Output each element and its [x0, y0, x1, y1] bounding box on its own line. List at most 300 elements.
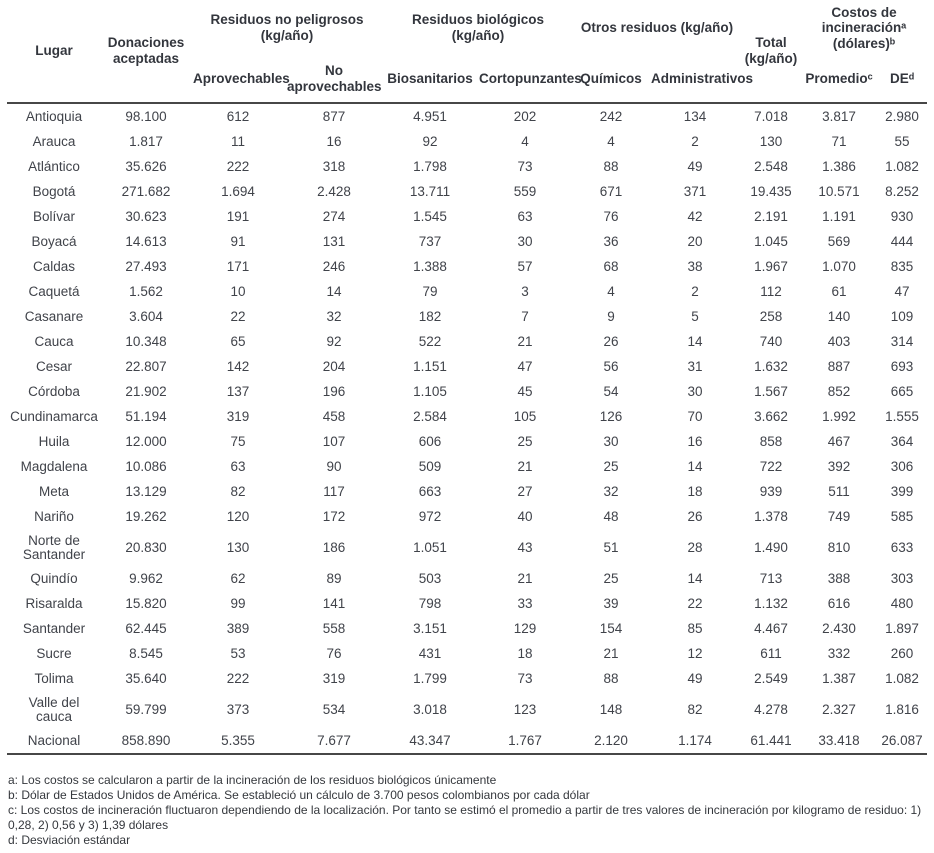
- cell-value: 54: [603, 384, 619, 399]
- cell-value: 585: [890, 509, 914, 524]
- cell-value: 858: [759, 434, 783, 449]
- table-body: [7, 103, 927, 754]
- cell-value: 1.799: [413, 671, 447, 686]
- table-header: [7, 0, 927, 103]
- cell-value: 1.082: [885, 159, 919, 174]
- table-row: [7, 666, 927, 691]
- cell-value: 1.191: [822, 209, 856, 224]
- cell-value: 32: [603, 484, 619, 499]
- cell-value: 671: [599, 184, 623, 199]
- cell-value: 90: [326, 459, 342, 474]
- cell-value: 1.174: [678, 733, 712, 748]
- cell-value: 73: [517, 159, 533, 174]
- cell-value: 154: [599, 621, 623, 636]
- cell-value: 2.430: [822, 621, 856, 636]
- cell-value: 9: [607, 309, 615, 324]
- footnote-c: c: Los costos de incineración fluctuaron dependiendo de la localización. Por tanto se estimó el promedio a partir de tres valores de incineración por kilogramo de residuo: 1) 0,28, 2) 0,56 y 3) 1,39 dólares: [8, 803, 922, 832]
- cell-value: 522: [418, 334, 442, 349]
- cell-value: 271.682: [121, 184, 171, 199]
- cell-value: 1.388: [413, 259, 447, 274]
- cell-value: 43: [517, 540, 533, 555]
- cell-value: 14: [687, 459, 703, 474]
- cell-value: 4.467: [754, 621, 788, 636]
- col-header-de: DEᵈ: [890, 71, 915, 87]
- cell-value: 1.105: [413, 384, 447, 399]
- col-header-donaciones-aceptadas: Donaciones aceptadas: [107, 35, 185, 66]
- cell-value: 14: [687, 334, 703, 349]
- cell-value: 2.548: [754, 159, 788, 174]
- cell-value: 55: [894, 134, 910, 149]
- cell-value: 25: [603, 571, 619, 586]
- cell-value: 5: [691, 309, 699, 324]
- cell-value: 30: [603, 434, 619, 449]
- cell-value: 79: [422, 284, 438, 299]
- cell-lugar: Cauca: [34, 334, 74, 349]
- cell-value: 107: [322, 434, 346, 449]
- cell-value: 509: [418, 459, 442, 474]
- table-row: [7, 179, 927, 204]
- cell-value: 403: [827, 334, 851, 349]
- cell-value: 1.386: [822, 159, 856, 174]
- cell-value: 887: [827, 359, 851, 374]
- cell-value: 16: [687, 434, 703, 449]
- cell-value: 130: [226, 540, 250, 555]
- cell-value: 14: [326, 284, 342, 299]
- cell-value: 26.087: [881, 733, 923, 748]
- cell-lugar: Santander: [22, 621, 86, 636]
- cell-value: 810: [827, 540, 851, 555]
- table-row: [7, 379, 927, 404]
- cell-value: 1.694: [221, 184, 255, 199]
- cell-value: 21: [517, 459, 533, 474]
- cell-value: 172: [322, 509, 346, 524]
- cell-value: 82: [687, 702, 703, 717]
- cell-value: 13.711: [409, 184, 451, 199]
- cell-value: 71: [831, 134, 847, 149]
- cell-value: 27: [517, 484, 533, 499]
- cell-value: 665: [890, 384, 914, 399]
- cell-value: 1.816: [885, 702, 919, 717]
- cell-value: 8.252: [885, 184, 919, 199]
- cell-value: 42: [687, 209, 703, 224]
- cell-lugar: Caquetá: [28, 284, 80, 299]
- cell-value: 30.623: [125, 209, 167, 224]
- cell-value: 4: [521, 134, 529, 149]
- cell-lugar: Quindío: [30, 571, 78, 586]
- cell-value: 21: [517, 334, 533, 349]
- cell-value: 10.571: [818, 184, 860, 199]
- cell-value: 126: [599, 409, 623, 424]
- cell-value: 186: [322, 540, 346, 555]
- cell-value: 76: [326, 646, 342, 661]
- cell-value: 467: [827, 434, 851, 449]
- table-row: [7, 529, 927, 566]
- cell-value: 4.278: [754, 702, 788, 717]
- cell-lugar: Valle del cauca: [28, 695, 80, 724]
- cell-value: 1.378: [754, 509, 788, 524]
- cell-lugar: Nariño: [34, 509, 74, 524]
- cell-lugar: Antioquia: [25, 109, 83, 124]
- cell-value: 7.018: [754, 109, 788, 124]
- cell-value: 877: [322, 109, 346, 124]
- table-row: [7, 229, 927, 254]
- col-group-otros-residuos: Otros residuos (kg/año): [580, 20, 734, 36]
- cell-value: 49: [687, 671, 703, 686]
- cell-value: 371: [683, 184, 707, 199]
- cell-value: 21: [517, 571, 533, 586]
- cell-value: 82: [230, 484, 246, 499]
- cell-value: 7.677: [317, 733, 351, 748]
- cell-value: 1.387: [822, 671, 856, 686]
- col-header-promedio: Promedioᶜ: [805, 71, 873, 87]
- table-row: [7, 454, 927, 479]
- cell-value: 92: [326, 334, 342, 349]
- cell-value: 53: [230, 646, 246, 661]
- cell-value: 693: [890, 359, 914, 374]
- cell-value: 16: [326, 134, 342, 149]
- cell-lugar: Arauca: [32, 134, 76, 149]
- col-header-total: Total (kg/año): [744, 35, 798, 66]
- cell-value: 10.348: [125, 334, 167, 349]
- cell-value: 57: [517, 259, 533, 274]
- cell-value: 182: [418, 309, 442, 324]
- cell-value: 48: [603, 509, 619, 524]
- cell-value: 1.897: [885, 621, 919, 636]
- cell-value: 2.191: [754, 209, 788, 224]
- cell-value: 91: [230, 234, 246, 249]
- table-row: [7, 566, 927, 591]
- cell-value: 2.980: [885, 109, 919, 124]
- table-row: [7, 204, 927, 229]
- cell-value: 663: [418, 484, 442, 499]
- cell-value: 222: [226, 159, 250, 174]
- cell-value: 137: [226, 384, 250, 399]
- cell-value: 59.799: [125, 702, 167, 717]
- cell-value: 25: [517, 434, 533, 449]
- cell-value: 18: [687, 484, 703, 499]
- cell-value: 26: [603, 334, 619, 349]
- cell-value: 45: [517, 384, 533, 399]
- cell-value: 68: [603, 259, 619, 274]
- cell-value: 737: [418, 234, 442, 249]
- cell-value: 21: [603, 646, 619, 661]
- cell-value: 303: [890, 571, 914, 586]
- cell-value: 40: [517, 509, 533, 524]
- cell-value: 26: [687, 509, 703, 524]
- cell-value: 62.445: [125, 621, 167, 636]
- cell-value: 9.962: [129, 571, 163, 586]
- cell-value: 99: [230, 596, 246, 611]
- cell-value: 70: [687, 409, 703, 424]
- cell-lugar: Huila: [38, 434, 70, 449]
- cell-value: 258: [759, 309, 783, 324]
- cell-value: 12: [687, 646, 703, 661]
- cell-value: 123: [513, 702, 537, 717]
- cell-value: 63: [517, 209, 533, 224]
- cell-value: 1.070: [822, 259, 856, 274]
- cell-value: 8.545: [129, 646, 163, 661]
- cell-value: 20.830: [125, 540, 167, 555]
- cell-value: 3.662: [754, 409, 788, 424]
- table-row: [7, 728, 927, 754]
- cell-lugar: Bolívar: [32, 209, 76, 224]
- cell-value: 105: [513, 409, 537, 424]
- cell-value: 388: [827, 571, 851, 586]
- cell-value: 47: [894, 284, 910, 299]
- header-group-row: [7, 0, 927, 56]
- cell-value: 3.604: [129, 309, 163, 324]
- cell-value: 373: [226, 702, 250, 717]
- table-row: [7, 479, 927, 504]
- cell-value: 33: [517, 596, 533, 611]
- cell-value: 30: [687, 384, 703, 399]
- cell-value: 318: [322, 159, 346, 174]
- cell-value: 4: [607, 284, 615, 299]
- col-group-residuos-no-peligrosos: Residuos no peligrosos (kg/año): [210, 12, 364, 43]
- cell-value: 2.428: [317, 184, 351, 199]
- cell-value: 47: [517, 359, 533, 374]
- cell-value: 242: [599, 109, 623, 124]
- cell-value: 1.767: [508, 733, 542, 748]
- cell-value: 2.120: [594, 733, 628, 748]
- cell-value: 480: [890, 596, 914, 611]
- table-row: [7, 641, 927, 666]
- col-group-residuos-biologicos: Residuos biológicos (kg/año): [412, 12, 545, 43]
- cell-value: 612: [226, 109, 250, 124]
- cell-value: 1.051: [413, 540, 447, 555]
- cell-value: 3.151: [413, 621, 447, 636]
- cell-lugar: Atlántico: [28, 159, 80, 174]
- cell-value: 7: [521, 309, 529, 324]
- cell-value: 939: [759, 484, 783, 499]
- cell-value: 5.355: [221, 733, 255, 748]
- col-header-cortopunzantes: Cortopunzantes: [479, 71, 582, 87]
- cell-value: 332: [827, 646, 851, 661]
- cell-value: 389: [226, 621, 250, 636]
- cell-value: 314: [890, 334, 914, 349]
- cell-value: 92: [422, 134, 438, 149]
- cell-value: 972: [418, 509, 442, 524]
- cell-value: 4.951: [413, 109, 447, 124]
- cell-value: 3.817: [822, 109, 856, 124]
- cell-value: 503: [418, 571, 442, 586]
- cell-value: 1.817: [129, 134, 163, 149]
- cell-value: 140: [827, 309, 851, 324]
- cell-value: 61: [831, 284, 847, 299]
- cell-value: 202: [513, 109, 537, 124]
- col-header-aprovechables: Aprovechables: [193, 71, 290, 87]
- table-row: [7, 103, 927, 129]
- cell-value: 73: [517, 671, 533, 686]
- cell-value: 141: [322, 596, 346, 611]
- cell-value: 65: [230, 334, 246, 349]
- cell-lugar: Meta: [38, 484, 69, 499]
- cell-value: 1.798: [413, 159, 447, 174]
- cell-value: 61.441: [750, 733, 792, 748]
- cell-value: 12.000: [125, 434, 167, 449]
- cell-value: 2.549: [754, 671, 788, 686]
- cell-value: 109: [890, 309, 914, 324]
- table-row: [7, 504, 927, 529]
- cell-value: 56: [603, 359, 619, 374]
- table-row: [7, 354, 927, 379]
- cell-value: 21.902: [125, 384, 167, 399]
- cell-value: 134: [683, 109, 707, 124]
- cell-value: 19.435: [750, 184, 792, 199]
- cell-value: 246: [322, 259, 346, 274]
- cell-value: 11: [230, 134, 245, 149]
- cell-value: 22: [230, 309, 246, 324]
- footnote-b: b: Dólar de Estados Unidos de América. Se estableció un cálculo de 3.700 pesos colombianos por cada dólar: [8, 788, 590, 802]
- cell-value: 20: [687, 234, 703, 249]
- cell-value: 88: [603, 159, 619, 174]
- cell-value: 306: [890, 459, 914, 474]
- cell-value: 28: [687, 540, 703, 555]
- table-row: [7, 429, 927, 454]
- cell-value: 35.640: [125, 671, 167, 686]
- col-group-costos-incineracion: Costos de incineraciónᵃ (dólares)ᵇ: [821, 4, 907, 51]
- cell-value: 2.584: [413, 409, 447, 424]
- cell-value: 18: [517, 646, 533, 661]
- cell-value: 1.555: [885, 409, 919, 424]
- cell-value: 88: [603, 671, 619, 686]
- cell-value: 191: [226, 209, 250, 224]
- cell-value: 2: [691, 284, 699, 299]
- cell-value: 204: [322, 359, 346, 374]
- cell-value: 1.045: [754, 234, 788, 249]
- cell-lugar: Cundinamarca: [10, 409, 98, 424]
- cell-value: 75: [230, 434, 246, 449]
- cell-value: 858.890: [121, 733, 171, 748]
- cell-value: 49: [687, 159, 703, 174]
- table-row: [7, 279, 927, 304]
- cell-value: 835: [890, 259, 914, 274]
- table-row: [7, 591, 927, 616]
- cell-value: 112: [760, 284, 782, 299]
- footnote-a: a: Los costos se calcularon a partir de la incineración de los residuos biológicos únicamente: [8, 773, 497, 787]
- cell-lugar: Norte de Santander: [22, 533, 86, 562]
- cell-value: 616: [827, 596, 851, 611]
- cell-value: 534: [322, 702, 346, 717]
- table-row: [7, 691, 927, 728]
- cell-lugar: Magdalena: [20, 459, 88, 474]
- cell-value: 222: [226, 671, 250, 686]
- cell-value: 392: [827, 459, 851, 474]
- cell-value: 1.082: [885, 671, 919, 686]
- cell-value: 85: [687, 621, 703, 636]
- cell-value: 1.567: [754, 384, 788, 399]
- cell-lugar: Córdoba: [28, 384, 80, 399]
- cell-value: 33.418: [818, 733, 860, 748]
- cell-value: 633: [890, 540, 914, 555]
- cell-value: 13.129: [125, 484, 167, 499]
- cell-value: 444: [890, 234, 914, 249]
- cell-value: 511: [828, 484, 850, 499]
- cell-value: 1.967: [754, 259, 788, 274]
- cell-lugar: Tolima: [34, 671, 74, 686]
- cell-value: 14: [687, 571, 703, 586]
- cell-value: 131: [322, 234, 346, 249]
- cell-value: 569: [827, 234, 851, 249]
- cell-value: 14.613: [125, 234, 167, 249]
- cell-value: 38: [687, 259, 703, 274]
- cell-value: 196: [322, 384, 346, 399]
- cell-value: 10.086: [125, 459, 167, 474]
- cell-value: 2.327: [822, 702, 856, 717]
- cell-value: 36: [603, 234, 619, 249]
- cell-value: 51: [603, 540, 619, 555]
- cell-value: 1.992: [822, 409, 856, 424]
- cell-lugar: Cesar: [35, 359, 72, 374]
- data-table: [7, 0, 927, 755]
- cell-value: 171: [226, 259, 250, 274]
- col-header-biosanitarios: Biosanitarios: [387, 71, 473, 87]
- col-header-quimicos: Químicos: [580, 71, 642, 87]
- col-header-administrativos: Administrativos: [651, 71, 754, 87]
- cell-value: 606: [418, 434, 442, 449]
- cell-value: 2: [691, 134, 699, 149]
- cell-value: 51.194: [125, 409, 167, 424]
- cell-value: 319: [322, 671, 346, 686]
- cell-value: 431: [418, 646, 442, 661]
- cell-lugar: Caldas: [32, 259, 76, 274]
- cell-value: 30: [517, 234, 533, 249]
- cell-lugar: Boyacá: [31, 234, 77, 249]
- cell-value: 930: [890, 209, 914, 224]
- cell-lugar: Nacional: [27, 733, 81, 748]
- cell-value: 32: [326, 309, 342, 324]
- cell-value: 364: [890, 434, 914, 449]
- cell-value: 319: [226, 409, 250, 424]
- cell-value: 458: [322, 409, 346, 424]
- table-row: [7, 616, 927, 641]
- cell-value: 43.347: [409, 733, 451, 748]
- cell-value: 722: [759, 459, 783, 474]
- cell-value: 10: [230, 284, 246, 299]
- cell-value: 129: [513, 621, 537, 636]
- cell-value: 19.262: [125, 509, 167, 524]
- cell-value: 798: [418, 596, 442, 611]
- table-row: [7, 404, 927, 429]
- cell-value: 76: [603, 209, 619, 224]
- cell-value: 148: [599, 702, 623, 717]
- cell-value: 3.018: [413, 702, 447, 717]
- cell-value: 22.807: [125, 359, 167, 374]
- cell-value: 4: [607, 134, 615, 149]
- cell-value: 15.820: [125, 596, 167, 611]
- cell-value: 1.562: [129, 284, 163, 299]
- cell-value: 62: [230, 571, 246, 586]
- cell-value: 31: [687, 359, 703, 374]
- cell-value: 63: [230, 459, 246, 474]
- cell-lugar: Risaralda: [25, 596, 83, 611]
- cell-value: 399: [890, 484, 914, 499]
- cell-value: 130: [759, 134, 783, 149]
- cell-value: 1.545: [413, 209, 447, 224]
- cell-value: 35.626: [125, 159, 167, 174]
- cell-value: 611: [760, 646, 782, 661]
- cell-value: 39: [603, 596, 619, 611]
- cell-value: 1.151: [413, 359, 447, 374]
- cell-lugar: Sucre: [36, 646, 72, 661]
- cell-value: 713: [759, 571, 783, 586]
- cell-value: 3: [521, 284, 529, 299]
- cell-value: 22: [687, 596, 703, 611]
- cell-value: 559: [513, 184, 537, 199]
- cell-value: 117: [323, 484, 345, 499]
- cell-value: 260: [890, 646, 914, 661]
- cell-value: 852: [827, 384, 851, 399]
